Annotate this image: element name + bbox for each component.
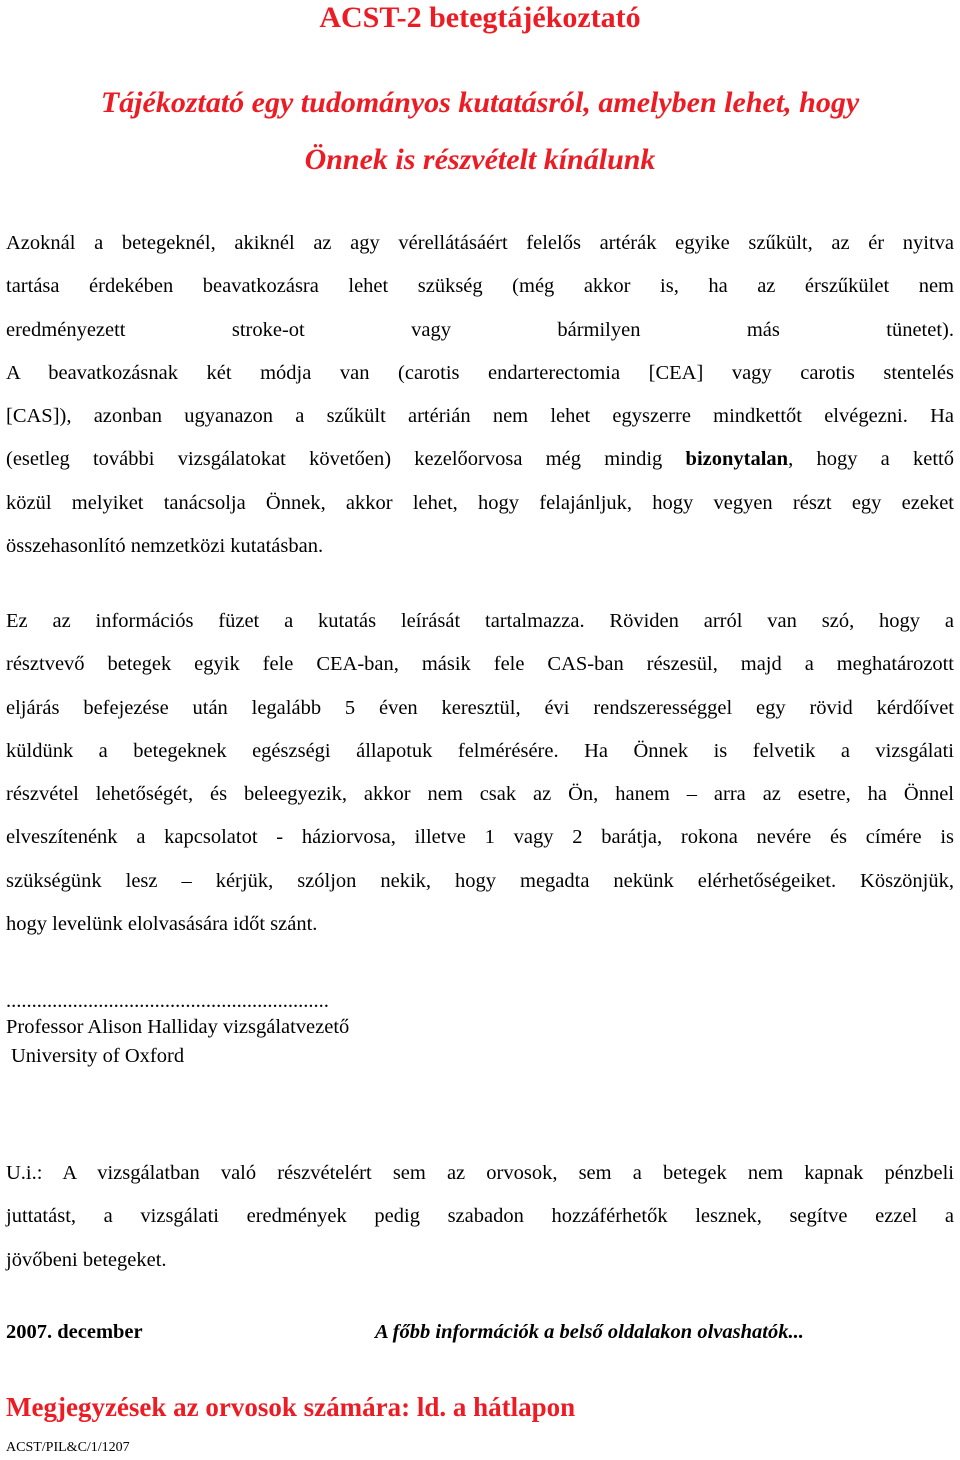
text-line: elveszítenénk a kapcsolatot - háziorvosa, illetve 1 vagy 2 barátja, rokona nevére és címére is <box>6 826 954 849</box>
postscript-paragraph <box>6 1152 954 1282</box>
text-line <box>6 438 954 481</box>
text-line: eredményezett stroke-ot vagy bármilyen más tünetet). <box>6 318 954 341</box>
text-line: közül melyiket tanácsolja Önnek, akkor lehet, hogy felajánljuk, hogy vegyen részt egy ezeket <box>6 491 954 514</box>
more-info-note: A főbb információk a belső oldalakon olvashatók... <box>375 1321 804 1343</box>
text-segment: , hogy a kettő <box>788 448 954 471</box>
text-line: részvétel lehetőségét, és beleegyezik, akkor nem csak az Ön, hanem – arra az esetre, ha Önnel <box>6 783 954 806</box>
text-line: szükségünk lesz – kérjük, szóljon nekik, hogy megadta nekünk elérhetőségeiket. Köszönjük, <box>6 869 954 892</box>
text-line: U.i.: A vizsgálatban való részvételért sem az orvosok, sem a betegek nem kapnak pénzbeli <box>6 1162 954 1184</box>
document-reference: ACST/PIL&C/1/1207 <box>6 1440 130 1455</box>
study-description-paragraph <box>6 600 954 946</box>
signatory-name: Professor Alison Halliday vizsgálatvezető <box>6 1016 350 1038</box>
text-line: A beavatkozásnak két módja van (carotis endarterectomia [CEA] vagy carotis stentelés <box>6 361 954 384</box>
text-line: tartása érdekében beavatkozásra lehet szükség (még akkor is, ha az érszűkület nem <box>6 275 954 298</box>
text-line: küldünk a betegeknek egészségi állapotuk felmérésére. Ha Önnek is felvetik a vizsgálati <box>6 739 954 762</box>
document-title: ACST-2 betegtájékoztató <box>319 1 641 34</box>
emphasis-uncertain: bizonytalan <box>685 448 789 471</box>
text-segment: (esetleg további vizsgálatokat követően) kezelőorvosa még mindig <box>6 448 686 471</box>
subtitle-line-1: Tájékoztató egy tudományos kutatásról, amelyben lehet, hogy <box>100 86 860 119</box>
text-line: Ez az információs füzet a kutatás leírását tartalmazza. Röviden arról van szó, hogy a <box>6 610 954 632</box>
document-date: 2007. december <box>6 1321 143 1343</box>
signatory-affiliation: University of Oxford <box>11 1045 185 1067</box>
text-line: [CAS]), azonban ugyanazon a szűkült artérián nem lehet egyszerre mindkettőt elvégezni. Ha <box>6 405 954 428</box>
text-line: jövőbeni betegeket. <box>6 1248 167 1271</box>
text-line: összehasonlító nemzetközi kutatásban. <box>6 535 324 558</box>
text-line: hogy levelünk elolvasására időt szánt. <box>6 913 318 936</box>
text-line: eljárás befejezése után legalább 5 éven keresztül, évi rendszerességgel egy rövid kérdőívet <box>6 696 954 719</box>
signature-line: ............................................................... <box>6 990 329 1012</box>
intro-paragraph <box>6 222 954 568</box>
text-line: juttatást, a vizsgálati eredmények pedig szabadon hozzáférhetők lesznek, segítve ezzel a <box>6 1205 954 1228</box>
text-line: Azoknál a betegeknél, akiknél az agy vérellátásáért felelős artérák egyike szűkült, az ér nyitva <box>6 232 954 254</box>
subtitle-line-2: Önnek is részvételt kínálunk <box>304 143 656 176</box>
text-line: résztvevő betegek egyik fele CEA-ban, másik fele CAS-ban részesül, majd a meghatározott <box>6 653 954 676</box>
physician-notes-heading: Megjegyzések az orvosok számára: ld. a hátlapon <box>6 1392 576 1422</box>
